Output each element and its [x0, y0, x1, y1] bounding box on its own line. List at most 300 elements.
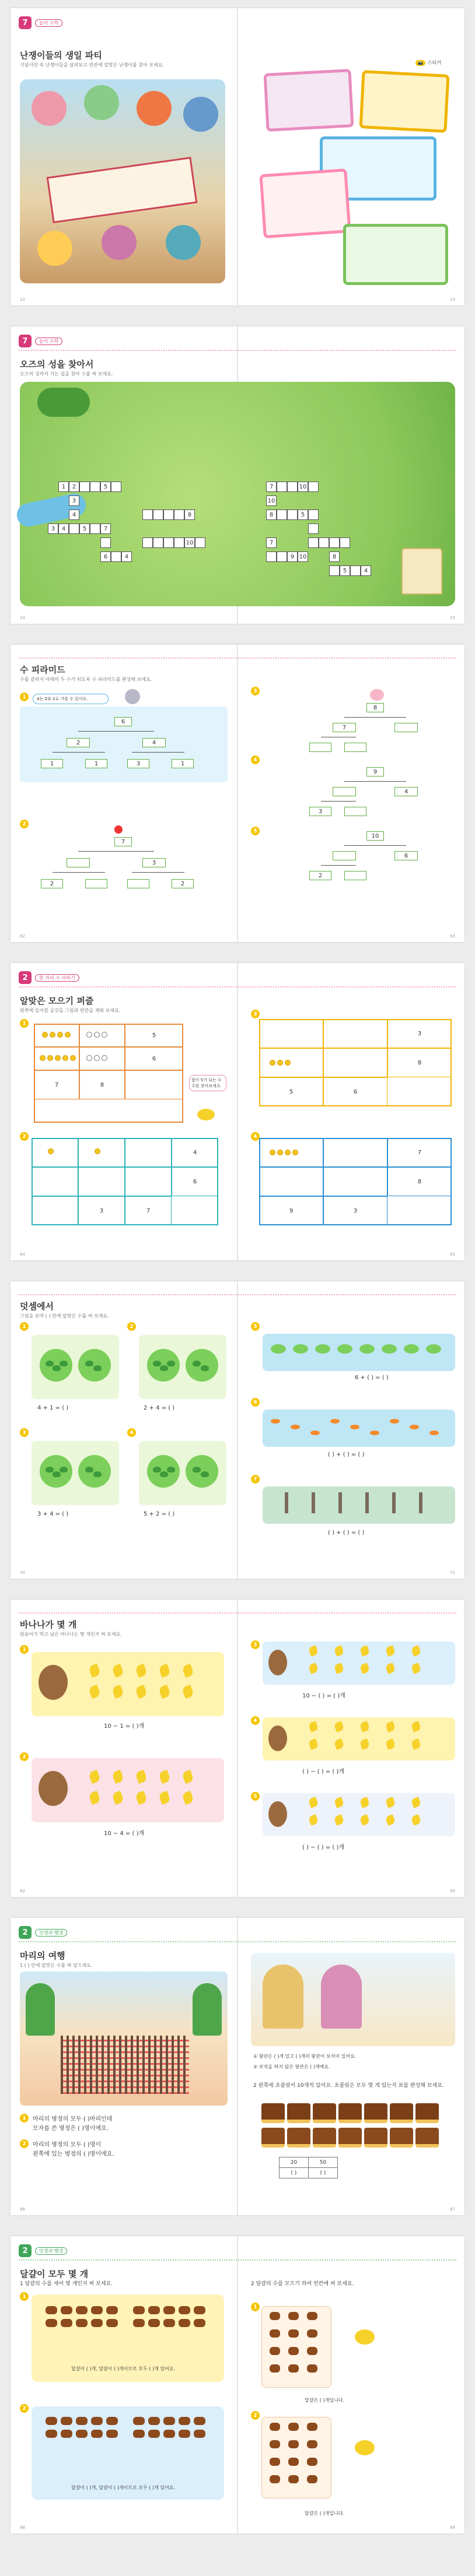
dwarf-5	[37, 231, 72, 266]
path-cell[interactable]	[287, 482, 298, 492]
chocolate-icon	[390, 2103, 413, 2123]
stone-icon	[47, 1055, 53, 1061]
lily-pad-icon	[382, 1344, 397, 1354]
frog-icon	[60, 1361, 68, 1366]
egg-icon	[76, 2417, 88, 2425]
pyramid-cell[interactable]	[85, 879, 107, 888]
puzzle-cell[interactable]	[78, 1167, 125, 1196]
bird-icon	[392, 1492, 396, 1513]
path-cell[interactable]	[111, 482, 121, 492]
dwarf-2	[84, 85, 119, 120]
gutter	[237, 1281, 238, 1579]
egg-icon	[133, 2417, 145, 2425]
pyramid-cell[interactable]	[394, 723, 418, 732]
puzzle-cell: 3	[387, 1019, 452, 1048]
header-divider	[19, 986, 456, 987]
egg-icon	[194, 2319, 205, 2327]
pyramid-cell[interactable]	[344, 807, 366, 816]
path-cell: 3	[48, 523, 58, 534]
answer-3[interactable]: 달걀은 ( )개입니다.	[305, 2398, 344, 2403]
egg-icon	[133, 2319, 145, 2327]
page-title: 알맞은 모으기 퍼즐	[20, 996, 94, 1006]
page-number-right: 15	[450, 616, 455, 620]
egg-icon	[76, 2306, 88, 2314]
egg-icon	[288, 2475, 299, 2483]
question-1a-line2[interactable]: 모자를 쓴 병정은 ( )명이에요.	[33, 2125, 109, 2132]
king-queen-illustration	[251, 1953, 455, 2046]
frog-icon	[160, 1471, 168, 1477]
chocolate-icon	[390, 2128, 413, 2148]
egg-icon	[46, 2306, 57, 2314]
gutter	[237, 1918, 238, 2215]
path-cell[interactable]	[277, 509, 287, 520]
frog-icon	[60, 1467, 68, 1472]
page-number-left: 88	[20, 2525, 25, 2530]
path-cell[interactable]	[308, 509, 319, 520]
problem-1-number: 1	[20, 693, 29, 701]
frog-icon	[167, 1467, 175, 1472]
connector-line	[344, 845, 406, 846]
connector-line	[78, 731, 154, 732]
empty-circle-icon	[94, 1032, 100, 1038]
pyramid-cell: 7	[114, 837, 132, 846]
header-divider	[19, 658, 456, 659]
egg-icon	[91, 2319, 103, 2327]
egg-icon	[194, 2306, 205, 2314]
lesson-tag: 놀이 수학	[35, 338, 62, 345]
egg-icon	[307, 2347, 317, 2355]
stone-icon	[270, 1150, 275, 1155]
section-header	[19, 335, 62, 347]
path-cell[interactable]	[195, 537, 205, 548]
scene-card	[263, 1486, 455, 1524]
header-divider	[19, 1941, 456, 1942]
spread-4	[11, 963, 464, 1260]
path-cell: 1	[58, 482, 69, 492]
equation-1[interactable]: 4 + 1 = ( )	[37, 1405, 69, 1411]
page-instructions-1: 1 달걀의 수를 세어 몇 개인지 써 보세요.	[20, 2281, 113, 2287]
pyramid-cell: 2	[172, 879, 194, 888]
chocolate-icon	[338, 2103, 362, 2123]
equation-3[interactable]: 10 − ( ) = ( )개	[302, 1693, 345, 1699]
path-cell[interactable]	[319, 537, 329, 548]
puzzle-cell: 8	[387, 1048, 452, 1077]
egg-icon	[307, 2329, 317, 2338]
pyramid-cell: 2	[41, 879, 63, 888]
header-divider	[19, 1612, 456, 1614]
egg-icon	[91, 2417, 103, 2425]
problem-1-number: 1	[20, 1322, 29, 1331]
fish-icon	[310, 1431, 320, 1435]
fish-icon	[390, 1419, 399, 1424]
page-instructions: 왼쪽에 들어갈 공깃돌 그림과 빈칸을 채워 보세요.	[20, 1008, 121, 1013]
frog-icon	[46, 1467, 54, 1472]
puzzle-cell[interactable]	[34, 1024, 79, 1047]
chocolate-icon	[261, 2128, 285, 2148]
equation-4[interactable]: ( ) − ( ) = ( )개	[302, 1769, 345, 1775]
lesson-number: 2	[19, 971, 32, 984]
page-number-right: 87	[450, 2207, 455, 2212]
empty-circle-icon	[102, 1032, 107, 1038]
path-cell[interactable]	[90, 482, 100, 492]
equation-2[interactable]: 2 + 4 = ( )	[144, 1405, 175, 1411]
path-cell: 5	[79, 523, 90, 534]
egg-icon	[61, 2417, 72, 2425]
pyramid-cell[interactable]	[344, 871, 366, 880]
frog-icon	[167, 1361, 175, 1366]
pyramid-cell: 4	[142, 738, 166, 747]
equation-3[interactable]: 3 + 4 = ( )	[37, 1511, 69, 1517]
egg-icon	[106, 2306, 118, 2314]
puzzle-cell[interactable]	[125, 1070, 183, 1099]
question-crowns-2[interactable]: ② 보석을 하지 않은 왕관은 ( )개예요.	[253, 2064, 330, 2069]
monkey-icon	[268, 1725, 287, 1751]
page-instructions: 기념사진 속 난쟁이들을 살펴보고 빈칸에 알맞은 난쟁이를 찾아 보세요.	[20, 62, 164, 68]
section-header	[19, 2244, 67, 2257]
stone-icon	[277, 1150, 283, 1155]
chocolate-icon	[338, 2128, 362, 2148]
lesson-number: 2	[19, 1926, 32, 1939]
spread-7	[11, 1918, 464, 2215]
queen	[321, 1964, 362, 2029]
lesson-number: 2	[19, 2244, 32, 2257]
sticker-note	[415, 59, 441, 66]
frog-icon	[85, 1467, 93, 1472]
egg-icon	[106, 2430, 118, 2438]
egg-icon	[270, 2347, 280, 2355]
path-cell[interactable]	[100, 537, 111, 548]
page-number-right: 13	[450, 297, 455, 302]
equation-5[interactable]: ( ) − ( ) = ( )개	[302, 1844, 345, 1851]
chocolate-icon	[313, 2103, 336, 2123]
monkey-icon	[268, 1801, 287, 1827]
problem-3-number: 3	[251, 1640, 260, 1649]
page-number-left: 62	[20, 934, 25, 939]
page-number-left: 12	[20, 297, 25, 302]
section-header	[19, 16, 62, 29]
path-cell[interactable]	[174, 537, 184, 548]
path-cell: 10	[298, 551, 308, 562]
answer-1[interactable]: 달걀이 ( )개, 달걀이 ( )개이므로 모두 ( )개 있어요.	[71, 2366, 176, 2371]
pyramid-cell: 4	[394, 787, 418, 796]
path-cell[interactable]	[142, 537, 153, 548]
egg-icon	[307, 2440, 317, 2448]
lily-pad-icon	[293, 1344, 308, 1354]
equation-4[interactable]: 5 + 2 = ( )	[144, 1511, 175, 1517]
pyramid-cell: 10	[366, 831, 384, 841]
frog-icon	[160, 1365, 168, 1371]
frog-icon	[201, 1365, 209, 1371]
lesson-tag: 놀이 수학	[35, 19, 62, 27]
stone-icon	[57, 1032, 63, 1038]
parade-illustration	[20, 1971, 228, 2106]
puzzle-cell[interactable]	[78, 1138, 125, 1167]
bird-icon	[419, 1492, 422, 1513]
path-cell[interactable]	[163, 509, 174, 520]
page-title: 바나나가 몇 개	[20, 1619, 77, 1630]
path-cell: 5	[100, 482, 111, 492]
egg-icon	[91, 2306, 103, 2314]
puzzle-cell[interactable]	[323, 1138, 387, 1167]
pyramid-cell: 7	[333, 723, 356, 732]
page-number-right: 89	[450, 2525, 455, 2530]
dwarf-4	[183, 97, 218, 132]
puzzle-cell: 6	[125, 1047, 183, 1070]
egg-icon	[61, 2306, 72, 2314]
puzzle-cell: 7	[125, 1196, 172, 1225]
path-cell[interactable]	[163, 537, 174, 548]
puzzle-cell[interactable]	[259, 1019, 323, 1048]
puzzle-cell[interactable]	[259, 1048, 323, 1077]
stone-icon	[40, 1055, 46, 1061]
egg-icon	[46, 2430, 57, 2438]
pyramid-cell[interactable]	[67, 858, 90, 867]
question-1b-number: 2	[20, 2139, 29, 2148]
lily-pad-icon	[404, 1344, 419, 1354]
path-cell[interactable]	[90, 523, 100, 534]
monkey-icon	[39, 1771, 68, 1806]
problem-3-number: 3	[251, 687, 260, 695]
egg-icon	[194, 2417, 205, 2425]
egg-icon	[270, 2329, 280, 2338]
page-instructions: 원숭이가 먹고 남은 바나나는 몇 개인지 써 보세요.	[20, 1632, 122, 1637]
puzzle-cell: 7	[387, 1138, 452, 1167]
pyramid-cell[interactable]	[309, 743, 331, 752]
frog-icon	[53, 1471, 61, 1477]
puzzle-cell[interactable]	[323, 1167, 387, 1196]
path-cell[interactable]	[287, 509, 298, 520]
chocolate-icon	[415, 2103, 439, 2123]
lesson-tag: 덧셈과 뺄셈	[35, 1929, 67, 1937]
question-1a[interactable]: 마리의 병정의 모두 ( )마리인데	[33, 2116, 113, 2122]
lesson-number: 7	[19, 16, 32, 29]
egg-icon	[148, 2417, 160, 2425]
problem-6-number: 6	[251, 1398, 260, 1407]
egg-icon	[76, 2430, 88, 2438]
problem-5-number: 5	[251, 1322, 260, 1331]
path-cell[interactable]	[308, 523, 319, 534]
page-instructions-2: 2 달걀의 수를 모으기 하여 빈칸에 써 보세요.	[251, 2281, 354, 2287]
pyramid-cell[interactable]	[127, 879, 149, 888]
egg-icon	[163, 2417, 175, 2425]
frog-icon	[201, 1471, 209, 1477]
pyramid-cell[interactable]	[333, 787, 356, 796]
problem-7-number: 7	[251, 1475, 260, 1484]
puzzle-cell[interactable]	[32, 1196, 78, 1225]
photo-frame-5	[343, 224, 448, 285]
frog-icon	[193, 1467, 201, 1472]
egg-icon	[288, 2329, 299, 2338]
problem-1-number: 1	[20, 2292, 29, 2301]
lesson-tag: 한 자리 수 더하기	[35, 974, 79, 982]
problem-4-number: 4	[251, 1716, 260, 1725]
lily-pad-icon	[426, 1344, 441, 1354]
path-cell[interactable]	[308, 482, 319, 492]
pyramid-cell: 6	[114, 717, 132, 726]
page-title: 수 피라미드	[20, 665, 65, 675]
egg-icon	[61, 2430, 72, 2438]
path-cell[interactable]	[266, 551, 277, 562]
page-instructions: 수를 갈라서 아래의 두 수가 되도록 수 피라미드를 완성해 보세요.	[20, 677, 152, 682]
egg-icon	[270, 2364, 280, 2373]
puzzle-cell[interactable]	[323, 1019, 387, 1048]
gutter	[237, 2236, 238, 2533]
path-cell: 3	[69, 495, 79, 506]
lily-pad-icon	[337, 1344, 352, 1354]
egg-icon	[288, 2312, 299, 2320]
question-2: 2 왼쪽에 초콜릿이 10개씩 있어요. 초콜릿은 모두 몇 개 있는지 표를 완성해 보세요.	[253, 2083, 444, 2089]
sticker-label: 스티커	[427, 60, 441, 65]
connector-line	[321, 801, 356, 802]
puzzle-cell: 6	[172, 1167, 218, 1196]
puzzle-cell: 5	[259, 1077, 323, 1106]
pyramid-cell[interactable]	[333, 851, 356, 860]
puzzle-cell[interactable]	[125, 1167, 172, 1196]
question-1a-number: 1	[20, 2114, 29, 2122]
question-1b[interactable]: 마리의 병정의 모두 ( )명이	[33, 2142, 102, 2148]
egg-icon	[179, 2319, 190, 2327]
table-cell-1[interactable]: ( )	[280, 2168, 309, 2178]
lesson-number: 7	[19, 335, 32, 347]
path-cell: 5	[298, 509, 308, 520]
egg-icon	[179, 2417, 190, 2425]
page-number-left: 82	[20, 1889, 25, 1893]
path-cell[interactable]	[111, 551, 121, 562]
egg-icon	[288, 2423, 299, 2431]
egg-icon	[288, 2440, 299, 2448]
path-cell[interactable]	[142, 509, 153, 520]
stone-icon	[62, 1055, 68, 1061]
chick-icon	[355, 2440, 375, 2455]
stone-icon	[277, 1060, 283, 1066]
answer-2[interactable]: 달걀이 ( )개, 달걀이 ( )개이므로 모두 ( )개 있어요.	[71, 2485, 176, 2490]
path-cell[interactable]	[69, 523, 79, 534]
dwarf-1	[32, 91, 67, 126]
path-cell[interactable]	[174, 509, 184, 520]
problem-2-number: 2	[127, 1322, 136, 1331]
puzzle-cell[interactable]	[259, 1138, 323, 1167]
path-cell[interactable]	[153, 509, 163, 520]
table-header-2: 50	[309, 2157, 338, 2168]
puzzle-cell[interactable]	[32, 1138, 78, 1167]
path-cell: 10	[184, 537, 195, 548]
lily-pad-icon	[315, 1344, 330, 1354]
problem-1-number: 1	[20, 1645, 29, 1654]
connector-line	[321, 865, 356, 866]
equation-5[interactable]: 6 + ( ) = ( )	[355, 1375, 389, 1381]
pyramid-cell: 1	[172, 759, 194, 768]
egg-icon	[307, 2312, 317, 2320]
path-cell: 4	[121, 551, 132, 562]
table-cell-2[interactable]: ( )	[309, 2168, 338, 2178]
page-number-left: 70	[20, 1570, 25, 1575]
path-cell[interactable]	[329, 537, 340, 548]
puzzle-cell[interactable]	[259, 1167, 323, 1196]
egg-icon	[106, 2417, 118, 2425]
egg-icon	[46, 2417, 57, 2425]
question-crowns-1[interactable]: ① 왕관은 ( )개 있고 ( )개의 왕관이 보석이 있어요.	[253, 2054, 357, 2059]
page-number-right: 63	[450, 934, 455, 939]
chocolate-icon	[364, 2103, 387, 2123]
pyramid-cell[interactable]	[344, 743, 366, 752]
fish-icon	[429, 1431, 439, 1435]
frog-icon	[153, 1467, 161, 1472]
path-cell[interactable]	[153, 537, 163, 548]
photo-frame-2	[359, 70, 449, 133]
path-cell[interactable]	[340, 537, 350, 548]
hint-bubble: 4는 2와 2로 가를 수 있어요.	[33, 694, 109, 704]
puzzle-cell: 8	[387, 1167, 452, 1196]
header-divider	[19, 350, 456, 351]
puzzle-cell: 6	[323, 1077, 387, 1106]
stone-icon	[292, 1150, 298, 1155]
gutter	[237, 645, 238, 942]
pyramid-cell: 3	[142, 858, 166, 867]
dwarf-party-illustration	[20, 79, 225, 283]
stone-icon	[65, 1032, 71, 1038]
path-cell[interactable]	[350, 565, 361, 576]
equation-6[interactable]: ( ) + ( ) = ( )	[328, 1452, 365, 1458]
egg-icon	[163, 2306, 175, 2314]
egg-icon	[307, 2423, 317, 2431]
equation-2[interactable]: 10 − 4 = ( )개	[104, 1830, 145, 1837]
egg-icon	[288, 2347, 299, 2355]
path-cell: 8	[184, 509, 195, 520]
frog-icon	[46, 1361, 54, 1366]
frog-icon	[93, 1365, 102, 1371]
castle-icon	[401, 548, 442, 595]
puzzle-cell[interactable]	[323, 1048, 387, 1077]
problem-5-number: 5	[251, 1792, 260, 1801]
gutter	[237, 963, 238, 1260]
path-cell[interactable]	[308, 537, 319, 548]
page-number-left: 86	[20, 2207, 25, 2212]
egg-icon	[288, 2458, 299, 2466]
equation-1[interactable]: 10 − 1 = ( )개	[104, 1723, 145, 1730]
path-cell[interactable]	[277, 482, 287, 492]
question-1b-line2[interactable]: 왼쪽에 있는 병정의 ( )명이에요.	[33, 2151, 114, 2157]
dwarf-3	[137, 91, 172, 126]
meadow-map	[20, 382, 455, 606]
pyramid-cell: 9	[366, 767, 384, 776]
page-number-right: 83	[450, 1889, 455, 1893]
path-cell[interactable]	[79, 482, 90, 492]
puzzle-cell[interactable]	[125, 1138, 172, 1167]
sticker-badge: 📷	[415, 60, 425, 66]
egg-icon	[270, 2423, 280, 2431]
egg-icon	[270, 2440, 280, 2448]
connector-line	[344, 781, 406, 782]
path-cell[interactable]	[329, 565, 340, 576]
section-header	[19, 971, 79, 984]
path-cell: 5	[340, 565, 350, 576]
puzzle-cell[interactable]	[32, 1167, 78, 1196]
equation-7[interactable]: ( ) + ( ) = ( )	[328, 1530, 365, 1536]
stone-icon	[42, 1032, 48, 1038]
egg-icon	[106, 2319, 118, 2327]
egg-icon	[148, 2430, 160, 2438]
egg-icon	[194, 2430, 205, 2438]
egg-icon	[179, 2306, 190, 2314]
monkey-icon	[39, 1665, 68, 1700]
stone-icon	[285, 1150, 291, 1155]
egg-icon	[76, 2319, 88, 2327]
bird-icon	[338, 1492, 342, 1513]
answer-4[interactable]: 달걀은 ( )개입니다.	[305, 2511, 344, 2516]
egg-icon	[179, 2430, 190, 2438]
path-cell[interactable]	[277, 551, 287, 562]
egg-icon	[133, 2430, 145, 2438]
